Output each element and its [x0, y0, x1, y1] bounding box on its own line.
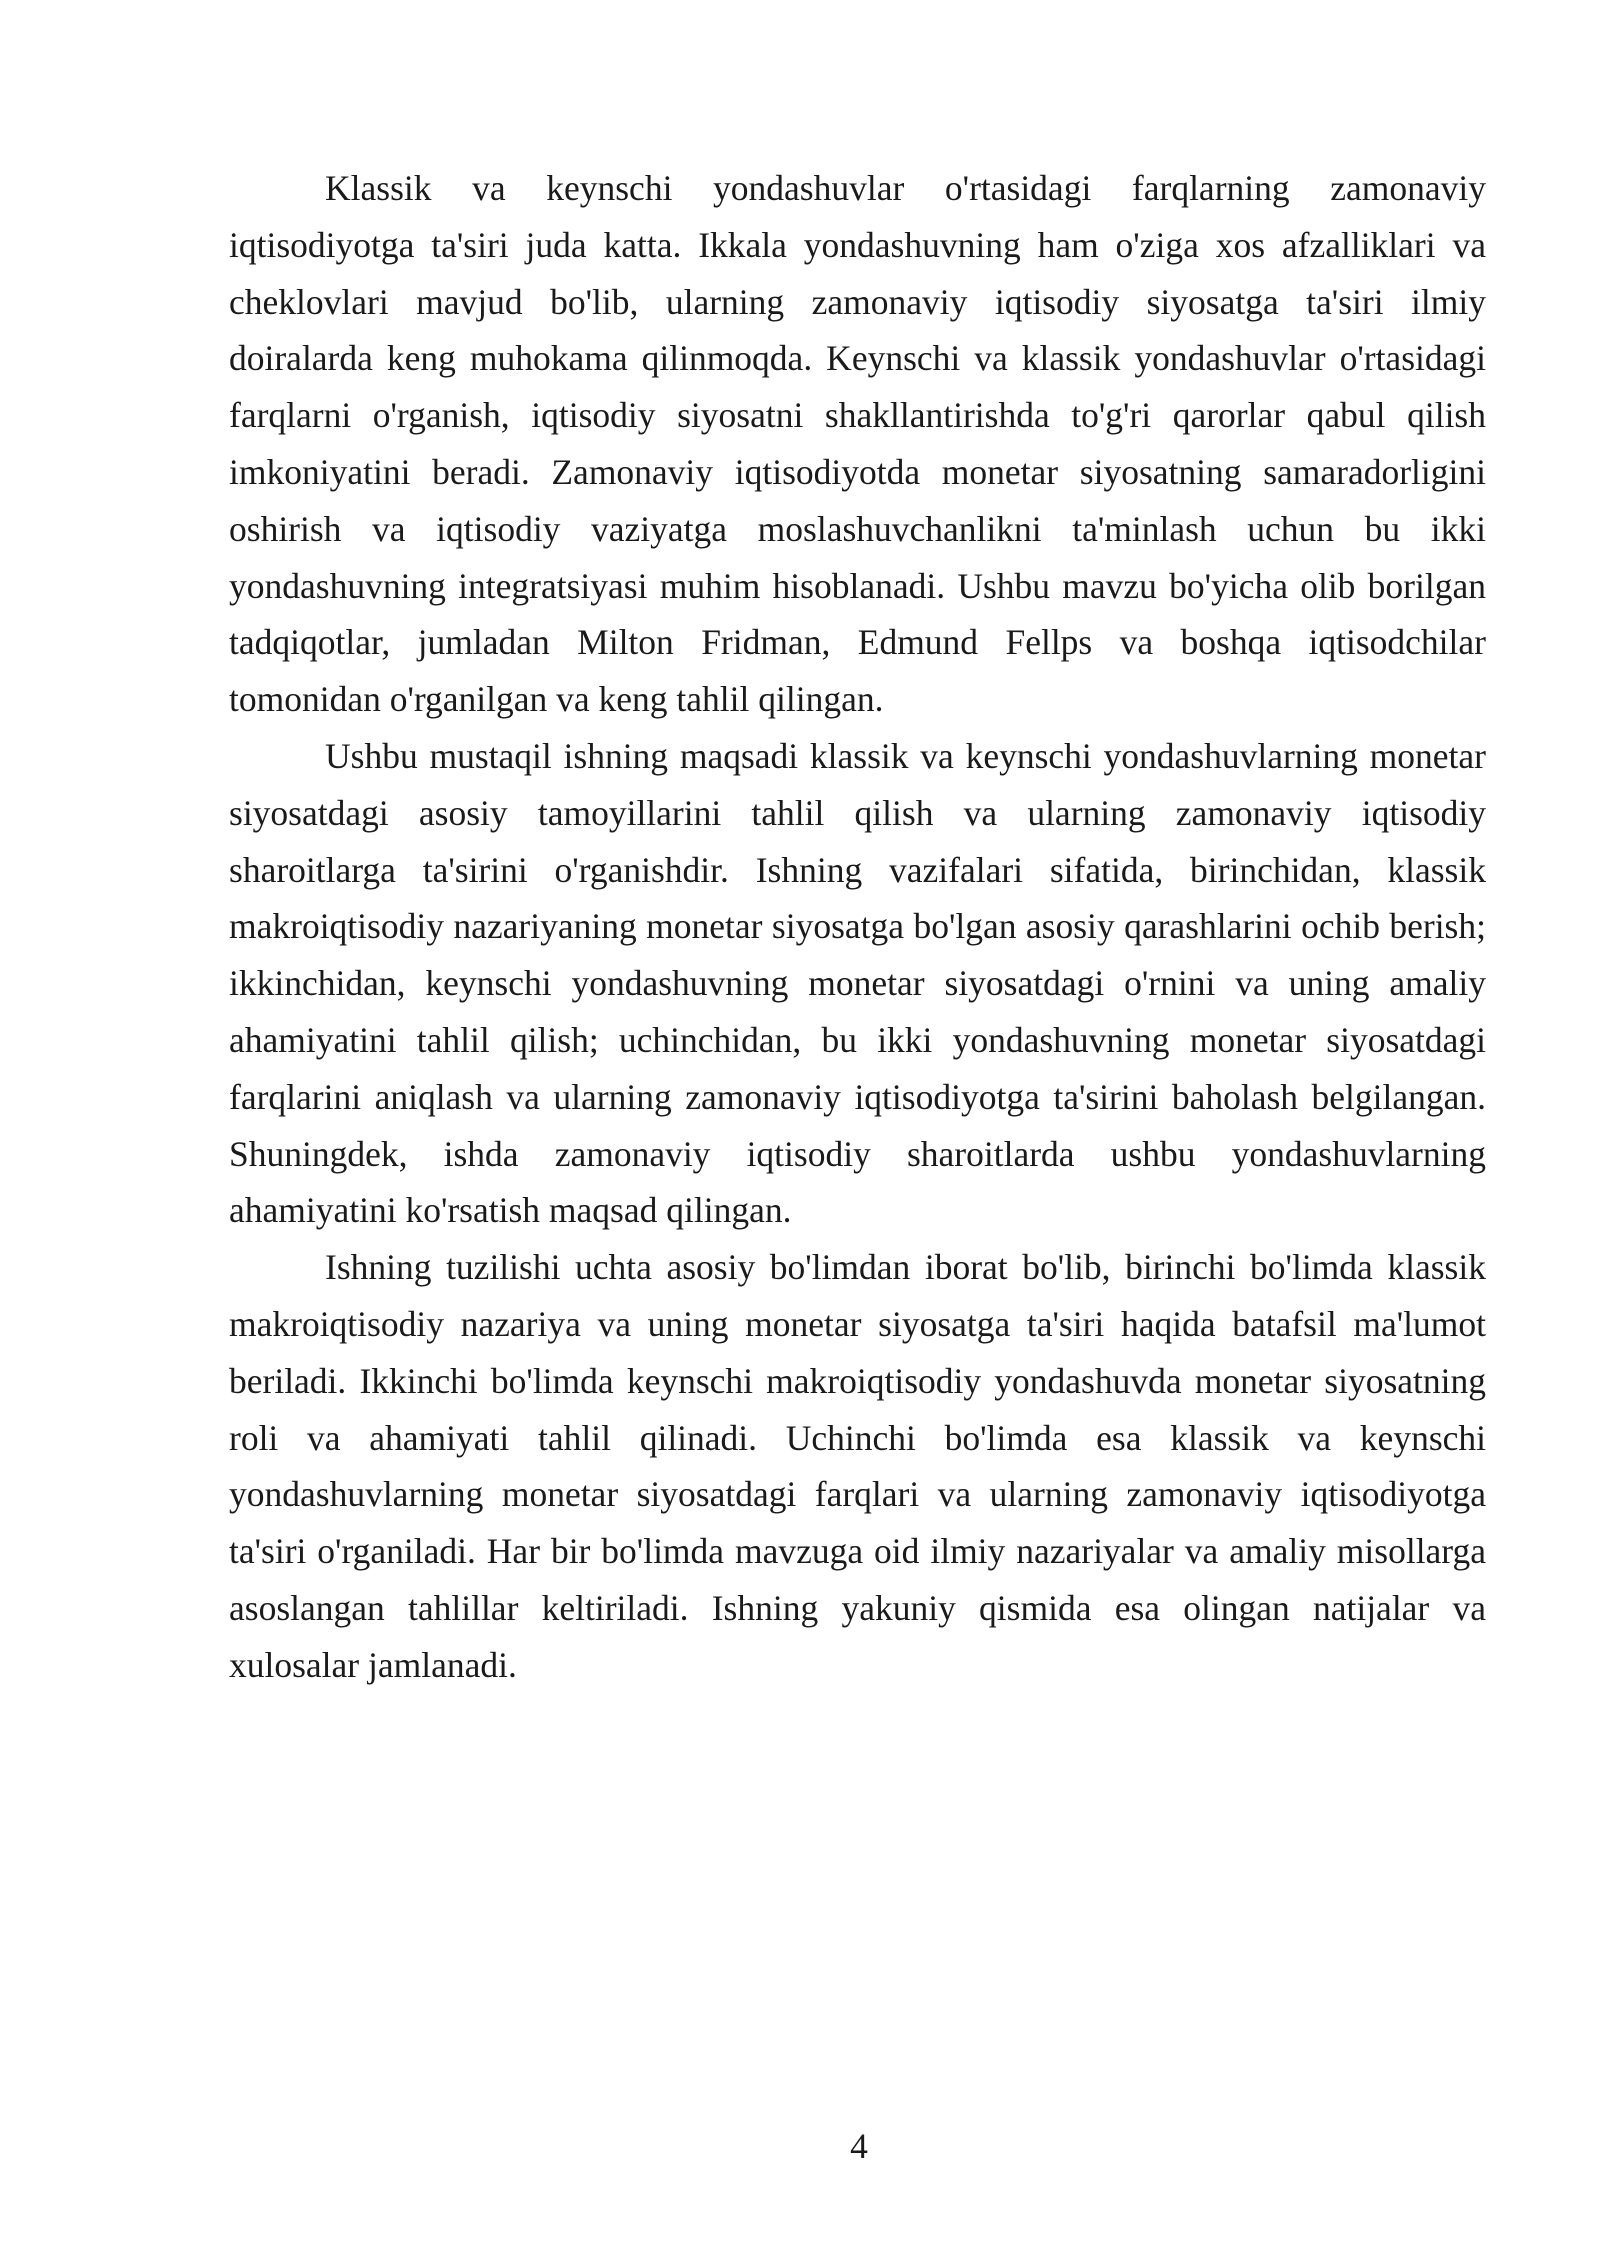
body-text — [229, 160, 1486, 1694]
paragraph-2: Ushbu mustaqil ishning maqsadi klassik va keynschi yondashuvlarning monetar siyosatdagi asosiy tamoyillarini tahlil qilish va ularning zamonaviy iqtisodiy sharoitlarga ta'sirini o'rganishdir. Ishning vazifalari sifatida, birinchidan, klassik makroiqtisodiy nazariyaning monetar siyosatga bo'lgan asosiy qarashlarini ochib berish; ikkinchidan, keynschi yondashuvning monetar siyosatdagi o'rnini va uning amaliy ahamiyatini tahlil qilish; uchinchidan, bu ikki yondashuvning monetar siyosatdagi farqlarini aniqlash va ularning zamonaviy iqtisodiyotga ta'sirini baholash belgilangan. Shuningdek, ishda zamonaviy iqtisodiy sharoitlarda ushbu yondashuvlarning ahamiyatini ko'rsatish maqsad qilingan. — [229, 735, 1486, 1231]
paragraph-1: Klassik va keynschi yondashuvlar o'rtasidagi farqlarning zamonaviy iqtisodiyotga ta'siri juda katta. Ikkala yondashuvning ham o'ziga xos afzalliklari va cheklovlari mavjud bo'lib, ularning zamonaviy iqtisodiy siyosatga ta'siri ilmiy doiralarda keng muhokama qilinmoqda. Keynschi va klassik yondashuvlar o'rtasidagi farqlarni o'rganish, iqtisodiy siyosatni shakllantirishda to'g'ri qarorlar qabul qilish imkoniyatini beradi. Zamonaviy iqtisodiyotda monetar siyosatning samaradorligini oshirish va iqtisodiy vaziyatga moslashuvchanlikni ta'minlash uchun bu ikki yondashuvning integratsiyasi muhim hisoblanadi. Ushbu mavzu bo'yicha olib borilgan tadqiqotlar, jumladan Milton Fridman, Edmund Fellps va boshqa iqtisodchilar tomonidan o'rganilgan va keng tahlil qilingan. — [229, 168, 1486, 720]
paragraph-3: Ishning tuzilishi uchta asosiy bo'limdan iborat bo'lib, birinchi bo'limda klassik makroiqtisodiy nazariya va uning monetar siyosatga ta'siri haqida batafsil ma'lumot beriladi. Ikkinchi bo'limda keynschi makroiqtisodiy yondashuvda monetar siyosatning roli va ahamiyati tahlil qilinadi. Uchinchi bo'limda esa klassik va keynschi yondashuvlarning monetar siyosatdagi farqlari va ularning zamonaviy iqtisodiyotga ta'siri o'rganiladi. Har bir bo'limda mavzuga oid ilmiy nazariyalar va amaliy misollarga asoslangan tahlillar keltiriladi. Ishning yakuniy qismida esa olingan natijalar va xulosalar jamlanadi. — [229, 1247, 1486, 1685]
page-number: 4 — [850, 2126, 868, 2166]
